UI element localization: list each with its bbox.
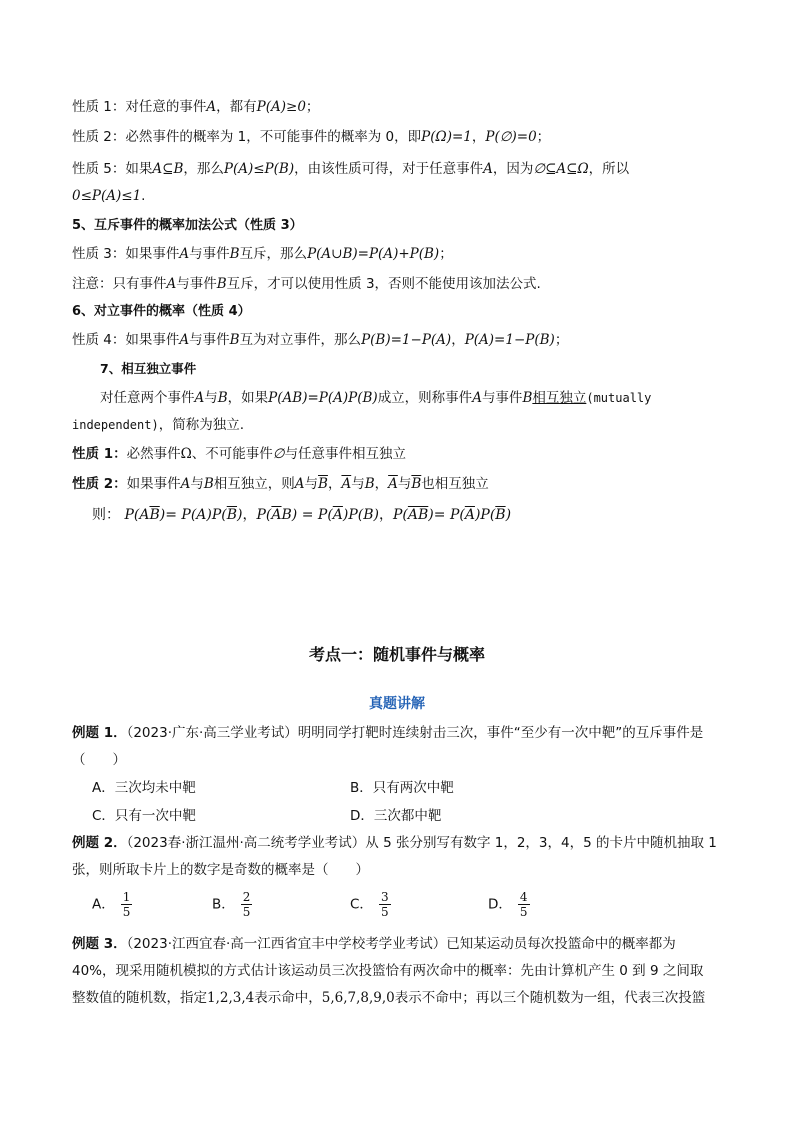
text: 必然事件的概率为 1，不可能事件的概率为 0，即 [125,129,422,145]
property-3-line [72,244,734,264]
text: ； [536,129,551,145]
question-3-stem-line-3 [72,988,734,1008]
text: ，那么 [183,161,224,177]
question-1-stem-continued: （ ） [72,752,126,768]
math: )P( [474,507,496,523]
math: ) [237,507,243,523]
question-3-stem-line-2: 40%，现采用随机模拟的方式估计该运动员三次投篮恰有两次命中的概率：先由计算机产生 0 到 9 之间取 [72,963,704,979]
fraction [379,890,391,919]
text: 互为对立事件，那么 [239,332,362,348]
question-2-option-b[interactable] [212,890,252,919]
math: P(B)=1−P(A) [361,332,452,348]
math: $\overline{A}$ [388,476,398,492]
text: ， [379,507,393,523]
math: $\overline{A}$ [271,507,282,523]
label: 性质 1： [72,446,127,462]
denominator: 5 [122,905,131,919]
math: $\overline{AB}$ [407,507,429,523]
text: 对任意的事件 [125,99,207,115]
text: （2023·广东·高三学业考试）明明同学打靶时连续射击三次，事件“至少有一次中靶”的互斥事件是 [126,725,704,741]
option-letter: D． [488,896,512,913]
section-6-title: 6、对立事件的概率（性质 4） [72,304,251,319]
note-line [72,274,734,294]
text: 互斥，才可以使用性质 3，否则不能使用该加法公式. [226,276,541,292]
math: $\overline{A}$ [332,507,343,523]
math: )P(B) [342,507,379,523]
math: P(A)≤P(B) [223,161,295,177]
math: P(A∪B)=P(A)+P(B) [307,246,440,262]
question-1-option-d[interactable]: D．三次都中靶 [350,808,442,824]
text: 必然事件 [126,446,181,462]
math: A [206,99,217,115]
section-5-title: 5、互斥事件的概率加法公式（性质 3） [72,218,303,233]
text: ； [554,332,569,348]
fraction [121,890,133,919]
text: ； [439,246,453,262]
text: 与事件 [481,390,523,406]
independence-property-2 [72,474,734,494]
property-5-line [72,159,734,179]
text: 与任意事件相互独立 [284,446,407,462]
question-1-option-a[interactable]: A．三次均未中靶 [92,780,196,796]
math: A [179,246,190,262]
label: 性质 4： [72,332,126,348]
text: 相互独立 [532,390,587,406]
question-2-stem [72,833,734,853]
math: A⊆B [152,161,184,177]
text: ，因为 [492,161,534,177]
math: P(AB)=P(A)P(B) [268,390,378,406]
option-letter: C． [350,896,373,913]
numerator: 4 [519,890,528,904]
math: $\overline{A}$ [341,476,352,492]
label: 性质 2： [72,129,126,145]
math: )= P( [428,507,465,523]
question-2-stem-continued: 张，则所取卡片上的数字是奇数的概率是（ ） [72,862,369,878]
math: $\overline{B}$ [318,476,328,492]
math: Ω [180,446,192,462]
text: 、不可能事件 [191,446,273,462]
math: $\overline{B}$ [495,507,506,523]
math: $\overline{B}$ [149,507,160,523]
question-1-stem [72,723,734,743]
text: 成立，则称事件 [377,390,473,406]
label: 性质 5： [72,161,126,177]
math: A [166,276,177,292]
text: ， [471,129,486,145]
math: A [194,390,205,406]
independence-property-1 [72,444,734,464]
independence-definition-line [100,388,734,408]
math: B [203,476,214,492]
text: 对任意两个事件 [100,390,195,406]
label: 性质 1： [72,99,126,115]
question-3-stem [72,934,734,954]
topic-title: 考点一：随机事件与概率 [308,645,485,664]
text: 也相互独立 [421,476,489,492]
math: P(A)≥0 [256,99,306,115]
text: 如果事件 [126,476,181,492]
math: B [522,390,533,406]
text: 整数值的随机数，指定 [72,990,207,1006]
question-1-option-c[interactable]: C．只有一次中靶 [92,808,196,824]
text: 与事件 [189,246,230,262]
math: ∅⊆A⊆Ω [533,161,589,177]
text: 如果事件 [125,332,180,348]
math: P(A [124,507,150,523]
text: ，由该性质可得，对于任意事件 [294,161,484,177]
text: ， [327,476,342,492]
label: 性质 2： [72,476,127,492]
math: ∅ [272,446,285,462]
question-2-option-a[interactable] [92,890,132,919]
text: 与 [204,390,218,406]
math: 1,2,3,4 [207,990,255,1006]
text: 与 [304,476,319,492]
text: ， [242,507,257,523]
math: B [216,276,227,292]
label: 例题 3． [72,936,127,952]
text: ， [451,332,465,348]
math: P(Ω)=1 [421,129,472,145]
text: ，所以 [588,161,630,177]
question-2-option-d[interactable] [488,890,530,919]
independence-definition-continued [72,415,734,435]
math: P(∅)=0 [485,129,537,145]
text: (mutually [586,391,652,405]
text: 如果事件 [125,246,180,262]
option-letter: B． [212,896,235,913]
math: B [364,476,375,492]
text: ； [305,99,320,115]
numerator: 3 [380,890,389,904]
label: 例题 1． [72,725,127,741]
text: 相互独立，则 [213,476,295,492]
math: P(A)=1−P(B) [464,332,555,348]
question-2-option-c[interactable] [350,890,391,919]
text: 与 [190,476,204,492]
math: B [229,332,240,348]
math: B) = P( [281,507,333,523]
text: 互斥，那么 [239,246,308,262]
math: A [483,161,493,177]
math: $\overline{B}$ [411,476,422,492]
text: independent) [72,418,159,432]
math: B [229,246,240,262]
label: 性质 3： [72,246,126,262]
math: $\overline{B}$ [226,507,238,523]
property-1-line [72,97,734,117]
property-2-line [72,127,734,147]
text: ，都有 [216,99,257,115]
text: 与 [351,476,365,492]
math: )= P(A)P( [159,507,227,523]
option-letter: A． [92,896,115,913]
text: 与事件 [176,276,217,292]
text: . [141,188,146,204]
math: P( [393,507,408,523]
math: A [472,390,482,406]
text: 与 [397,476,412,492]
math: A [294,476,305,492]
text: 表示命中， [254,990,322,1006]
independence-formulas [92,505,734,525]
math: B [217,390,228,406]
text: 表示不命中；再以三个随机数为一组，代表三次投篮 [394,990,706,1006]
numerator: 2 [242,890,251,904]
text: 注意：只有事件 [72,276,167,292]
math: A [179,332,190,348]
section-7-title: 7、相互独立事件 [100,361,197,376]
math: A [180,476,191,492]
numerator: 1 [122,890,131,904]
text: ， [374,476,389,492]
property-4-line [72,330,734,350]
denominator: 5 [519,905,528,919]
label: 例题 2． [72,835,127,851]
math: $\overline{A}$ [464,507,475,523]
label: 则： [92,507,120,523]
math: P( [256,507,272,523]
property-5-continued [72,186,734,206]
text: 如果 [125,161,153,177]
fraction [518,890,530,919]
topic-subtitle: 真题讲解 [369,696,425,712]
text: （2023春·浙江温州·高二统考学业考试）从 5 张分别写有数字 1，2，3，4，5 的卡片中随机抽取 1 [126,835,717,851]
denominator: 5 [242,905,251,919]
text: ，简称为独立. [158,417,244,433]
question-1-option-b[interactable]: B．只有两次中靶 [350,780,454,796]
text: 与事件 [189,332,230,348]
text: （2023·江西宜春·高一江西省宜丰中学校考学业考试）已知某运动员每次投篮命中的概率都为 [126,936,676,952]
text: ，如果 [227,390,269,406]
denominator: 5 [380,905,389,919]
math: 0≤P(A)≤1 [72,188,142,204]
fraction [241,890,253,919]
math: 5,6,7,8,9,0 [321,990,395,1006]
math: ) [505,507,512,523]
